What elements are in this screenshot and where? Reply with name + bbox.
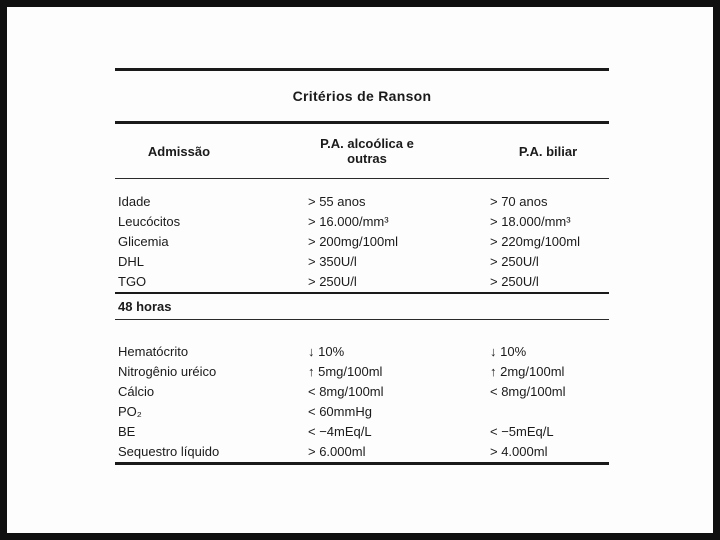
biliary-value: < 8mg/100ml bbox=[490, 384, 566, 399]
row-label: Leucócitos bbox=[118, 214, 181, 229]
header-pa-alcoolica: P.A. alcoólica e outras bbox=[320, 136, 414, 166]
biliary-value: > 18.000/mm³ bbox=[490, 214, 571, 229]
row-label: Idade bbox=[118, 194, 151, 209]
biliary-value: > 70 anos bbox=[490, 194, 548, 209]
table-row bbox=[115, 342, 609, 362]
row-label: BE bbox=[118, 424, 136, 439]
row-label: Hematócrito bbox=[118, 344, 189, 359]
row-label: DHL bbox=[118, 254, 145, 269]
table-row bbox=[115, 362, 609, 382]
biliary-value: > 250U/l bbox=[490, 254, 539, 269]
alcoholic-value: < 8mg/100ml bbox=[308, 384, 384, 399]
biliary-value: > 4.000ml bbox=[490, 444, 548, 459]
table-row bbox=[115, 272, 609, 292]
table-row bbox=[115, 442, 609, 462]
alcoholic-value: ↑ 5mg/100ml bbox=[308, 364, 383, 379]
alcoholic-value: > 16.000/mm³ bbox=[308, 214, 389, 229]
row-label: Sequestro líquido bbox=[118, 444, 220, 459]
alcoholic-value: ↓ 10% bbox=[308, 344, 345, 359]
divider-bottom bbox=[115, 462, 609, 465]
table-row bbox=[115, 232, 609, 252]
alcoholic-value: > 55 anos bbox=[308, 194, 366, 209]
header-admissao: Admissão bbox=[147, 143, 211, 159]
table-row bbox=[115, 402, 609, 422]
section-label-48-horas: 48 horas bbox=[118, 299, 172, 314]
row-label: Nitrogênio uréico bbox=[118, 364, 217, 379]
alcoholic-value: > 6.000ml bbox=[308, 444, 366, 459]
alcoholic-value: < −4mEq/L bbox=[308, 424, 372, 439]
biliary-value bbox=[487, 402, 609, 422]
row-label: TGO bbox=[118, 274, 147, 289]
biliary-value: ↓ 10% bbox=[490, 344, 527, 359]
alcoholic-value: > 250U/l bbox=[308, 274, 357, 289]
table-header-row bbox=[115, 124, 609, 178]
table-row bbox=[115, 382, 609, 402]
table-row bbox=[115, 212, 609, 232]
row-label: Glicemia bbox=[118, 234, 169, 249]
biliary-value: > 250U/l bbox=[490, 274, 539, 289]
row-label: PO₂ bbox=[118, 404, 142, 419]
alcoholic-value: > 200mg/100ml bbox=[308, 234, 398, 249]
row-label: Cálcio bbox=[118, 384, 155, 399]
biliary-value: ↑ 2mg/100ml bbox=[490, 364, 565, 379]
alcoholic-value: < 60mmHg bbox=[308, 404, 372, 419]
admission-section bbox=[115, 179, 609, 292]
biliary-value: < −5mEq/L bbox=[490, 424, 554, 439]
table-row bbox=[115, 192, 609, 212]
biliary-value: > 220mg/100ml bbox=[490, 234, 580, 249]
late-section bbox=[115, 320, 609, 462]
table-title: Critérios de Ranson bbox=[292, 88, 432, 104]
header-pa-biliar: P.A. biliar bbox=[518, 143, 578, 159]
table-row bbox=[115, 422, 609, 442]
ranson-criteria-table bbox=[115, 68, 609, 465]
alcoholic-value: > 350U/l bbox=[308, 254, 357, 269]
table-row bbox=[115, 252, 609, 272]
